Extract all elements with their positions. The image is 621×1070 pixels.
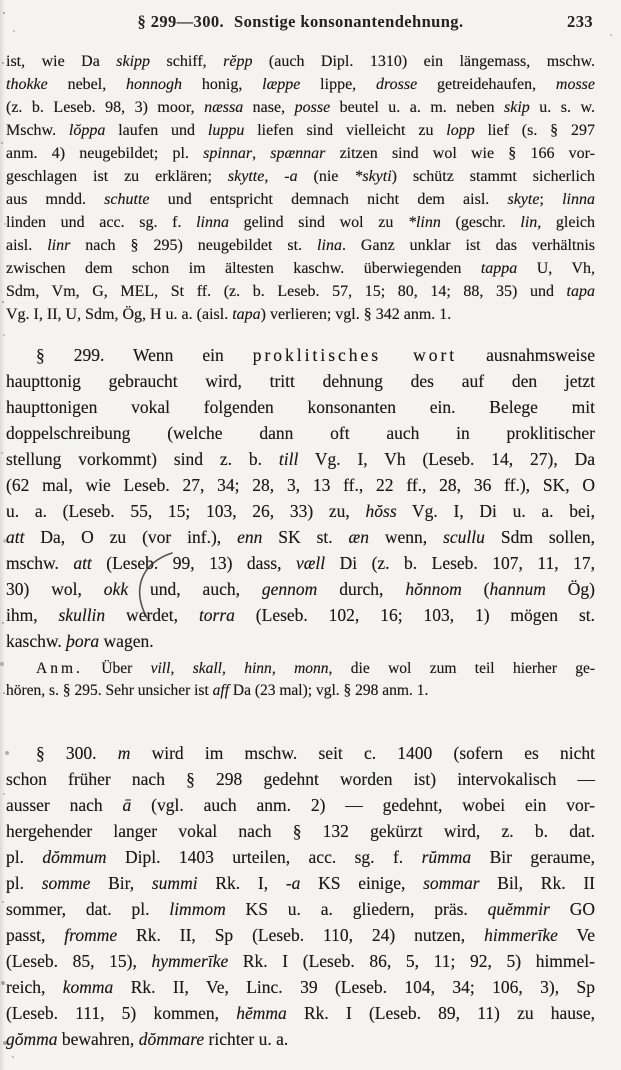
- text-segment: lief (s. § 297: [474, 122, 595, 139]
- text-segment: , die wol zum teil hierher ge-: [328, 660, 596, 677]
- text-segment: aisl.: [6, 237, 48, 254]
- italic-term: hŏss: [365, 501, 397, 521]
- text-segment: ) schütz stammt sicherlich: [391, 168, 595, 185]
- italic-term: linr: [47, 237, 71, 254]
- text-segment: zwischen dem schon im ältesten kaschw. überwiegenden: [6, 260, 481, 277]
- text-line: [6, 658, 595, 680]
- text-segment: Vg. I, Di u. a. bei,: [396, 501, 596, 521]
- text-segment: ,: [170, 660, 193, 677]
- text-segment: ihm,: [6, 605, 59, 625]
- italic-term: fromme: [64, 925, 118, 945]
- text-line: [6, 73, 595, 96]
- text-segment: Rk. I (Leseb. 89, 11) zu hause,: [286, 1003, 595, 1023]
- text-segment: (62 mal, wie Leseb. 27, 34; 28, 3, 13 ff., 22 ff., 28, 36 ff.), SK, O: [6, 475, 595, 495]
- italic-term: thokke: [6, 76, 48, 93]
- text-line: [6, 680, 595, 702]
- italic-term: gennom: [261, 579, 318, 599]
- text-segment: anm. 4) neugebildet; pl.: [6, 145, 204, 162]
- text-segment: Vg. I, II, U, Sdm, Ög, H u. a. (aisl.: [6, 306, 233, 323]
- italic-term: gŏmma: [6, 1029, 58, 1049]
- text-segment: (Leseb. 102, 16; 103, 1) mögen st.: [234, 605, 595, 625]
- text-segment: u. s. w.: [529, 99, 595, 116]
- text-segment: Da, O zu (vor inf.),: [24, 527, 238, 547]
- text-segment: Anm.: [36, 660, 83, 677]
- text-segment: (geschr.: [440, 214, 521, 231]
- text-segment: Da (23 mal); vgl. § 298 anm. 1.: [229, 682, 429, 699]
- italic-term: spinnar: [203, 145, 253, 162]
- text-line: [6, 188, 595, 211]
- text-line: [6, 766, 595, 792]
- text-line: [6, 420, 595, 446]
- text-line: [6, 948, 595, 974]
- text-line: [6, 1000, 595, 1026]
- text-segment: werdet,: [105, 605, 199, 625]
- text-segment: gelind sind wol zu: [228, 214, 408, 231]
- text-segment: stellung vorkommt) sind z. b.: [6, 449, 279, 469]
- text-segment: (: [461, 579, 490, 599]
- text-line: [6, 394, 595, 420]
- italic-term: somme: [41, 873, 91, 893]
- text-segment: (Leseb. 99, 13) dass,: [91, 553, 296, 573]
- italic-term: væll: [295, 553, 326, 573]
- italic-term: -a: [285, 873, 301, 893]
- text-segment: haupttonigen vokal folgenden konsonanten ein. Belege mit: [6, 397, 595, 417]
- text-segment: 30) wol,: [6, 579, 104, 599]
- text-segment: (Leseb. 85, 15),: [6, 951, 152, 971]
- text-segment: Rk. I (Leseb. 86, 5, 11; 92, 5) himmel-: [228, 951, 595, 971]
- text-segment: Di (z. b. Leseb. 107, 11, 17,: [325, 553, 595, 573]
- text-line: [6, 740, 595, 766]
- text-segment: KS einige,: [300, 873, 424, 893]
- italic-term: torra: [198, 605, 235, 625]
- italic-term: -a: [284, 168, 298, 185]
- text-line: [6, 303, 595, 326]
- italic-term: ā: [122, 795, 132, 815]
- italic-term: till: [278, 449, 299, 469]
- text-segment: Sdm sollen,: [484, 527, 596, 547]
- text-segment: wird im mschw. seit c. 1400 (sofern es nicht: [130, 743, 595, 763]
- italic-term: schutte: [104, 191, 150, 208]
- text-line: [6, 896, 595, 922]
- text-segment: aus mndd.: [6, 191, 105, 208]
- text-segment: mschw.: [6, 553, 74, 573]
- text-segment: nach § 295) neugebildet st.: [70, 237, 318, 254]
- text-segment: ) verlieren; vgl. § 342 anm. 1.: [260, 306, 452, 323]
- italic-term: *skyti: [354, 168, 392, 185]
- italic-term: æn: [348, 527, 369, 547]
- text-segment: und, auch,: [128, 579, 262, 599]
- italic-term: komma: [62, 977, 114, 997]
- italic-term: okk: [103, 579, 129, 599]
- text-segment: durch,: [317, 579, 406, 599]
- text-segment: Rk. I,: [197, 873, 286, 893]
- text-line: [6, 818, 595, 844]
- running-title: Sonstige konsonantendehnung.: [234, 12, 464, 31]
- text-segment: Ve: [557, 925, 596, 945]
- text-segment: u. a. (Leseb. 55, 15; 103, 26, 33) zu,: [6, 501, 366, 521]
- text-segment: richter u. a.: [204, 1029, 289, 1049]
- italic-term: lin: [520, 214, 538, 231]
- text-segment: Ög): [545, 579, 596, 599]
- text-segment: getreidehaufen,: [417, 76, 556, 93]
- text-segment: geschlagen ist zu erklären;: [6, 168, 228, 185]
- text-line: [6, 792, 595, 818]
- text-segment: honig,: [182, 76, 263, 93]
- italic-term: quĕmmir: [487, 899, 550, 919]
- text-line: [6, 550, 595, 576]
- text-segment: passt,: [6, 925, 65, 945]
- text-line: [6, 870, 595, 896]
- section-range: § 299—300.: [137, 12, 225, 31]
- text-block: [6, 50, 595, 1052]
- italic-term: att: [6, 527, 25, 547]
- text-segment: zitzen sind wol wie § 166 vor-: [325, 145, 595, 162]
- italic-term: m: [117, 743, 131, 763]
- text-segment: ,: [271, 660, 295, 677]
- text-segment: hergehender langer vokal nach § 132 gekürzt wird, z. b. dat.: [6, 821, 595, 841]
- italic-term: rŭmma: [421, 847, 472, 867]
- text-line: [6, 1026, 595, 1052]
- text-line: [6, 974, 595, 1000]
- italic-term: att: [73, 553, 92, 573]
- italic-term: skyte: [507, 191, 540, 208]
- text-segment: und entspricht demnach nicht dem aisl.: [149, 191, 508, 208]
- text-segment: pl.: [6, 873, 42, 893]
- italic-term: læppe: [262, 76, 301, 93]
- text-segment: . Ganz unklar ist das verhältnis: [341, 237, 596, 254]
- italic-term: næssa: [204, 99, 244, 116]
- text-segment: linden und acc. sg. f.: [6, 214, 197, 231]
- text-line: [6, 96, 595, 119]
- text-segment: ist, wie Da: [6, 53, 117, 70]
- italic-term: hinn: [244, 660, 272, 677]
- paragraph-298-continuation: [6, 50, 595, 326]
- italic-term: lŏppa: [68, 122, 106, 139]
- italic-term: luppu: [207, 122, 245, 139]
- text-segment: pl.: [6, 847, 43, 867]
- italic-term: tapa: [232, 306, 261, 323]
- italic-term: monn: [294, 660, 329, 677]
- text-segment: haupttonig gebraucht wird, tritt dehnung des auf den jetzt: [6, 371, 595, 391]
- italic-term: vill: [150, 660, 171, 677]
- italic-term: honnogh: [126, 76, 183, 93]
- text-segment: lippe,: [300, 76, 376, 93]
- text-line: [6, 257, 595, 280]
- text-line: [6, 576, 595, 602]
- text-line: [6, 524, 595, 550]
- italic-term: posse: [294, 99, 331, 116]
- text-segment: ausser nach: [6, 795, 123, 815]
- text-line: [6, 211, 595, 234]
- italic-term: þora: [66, 631, 100, 651]
- text-segment: (auch Dipl. 1310) ein längemass, mschw.: [252, 53, 596, 70]
- text-line: [6, 280, 595, 303]
- text-segment: Rk. II, Ve, Linc. 39 (Leseb. 104, 34; 106, 3), Sp: [113, 977, 595, 997]
- italic-term: summi: [151, 873, 198, 893]
- text-segment: wenn,: [368, 527, 444, 547]
- italic-term: hymmerīke: [151, 951, 229, 971]
- scan-edge-shade: [0, 0, 5, 1070]
- text-segment: hören, s. § 295. Sehr unsicher ist: [6, 682, 213, 699]
- text-segment: schiff,: [150, 53, 224, 70]
- running-head: [6, 12, 595, 34]
- text-segment: Vg. I, Vh (Leseb. 14, 27), Da: [298, 449, 595, 469]
- text-line: [6, 165, 595, 188]
- text-segment: nase,: [243, 99, 295, 116]
- text-segment: § 300.: [36, 743, 118, 763]
- italic-term: mosse: [555, 76, 595, 93]
- text-line: [6, 142, 595, 165]
- text-line: [6, 498, 595, 524]
- text-segment: ,: [221, 660, 245, 677]
- text-segment: beutel u. a. m. neben: [330, 99, 504, 116]
- text-segment: Bir,: [90, 873, 152, 893]
- text-line: [6, 446, 595, 472]
- text-segment: ,: [264, 168, 285, 185]
- italic-term: tappa: [480, 260, 518, 277]
- text-segment: laufen und: [105, 122, 208, 139]
- italic-term: rĕpp: [223, 53, 253, 70]
- text-segment: bewahren,: [57, 1029, 139, 1049]
- text-line: [6, 50, 595, 73]
- text-line: [6, 844, 595, 870]
- italic-term: skip: [503, 99, 530, 116]
- italic-term: scullu: [443, 527, 485, 547]
- text-segment: (z. b. Leseb. 98, 3) moor,: [6, 99, 205, 116]
- text-segment: GO: [549, 899, 595, 919]
- text-segment: ,: [252, 145, 271, 162]
- italic-term: lina: [317, 237, 342, 254]
- text-segment: Sdm, Vm, G, MEL, St ff. (z. b. Leseb. 57, 15; 80, 14; 88, 35) und: [6, 283, 567, 300]
- text-segment: nebel,: [47, 76, 127, 93]
- italic-term: hĕmma: [236, 1003, 287, 1023]
- text-segment: ausnahmsweise: [457, 345, 595, 365]
- text-segment: liefen sind vielleicht zu: [244, 122, 447, 139]
- italic-term: limmom: [169, 899, 226, 919]
- page-number: 233: [567, 12, 593, 31]
- italic-term: hŏnnom: [405, 579, 462, 599]
- text-line: [6, 628, 595, 654]
- italic-term: skullin: [58, 605, 106, 625]
- text-line: [6, 342, 595, 368]
- text-segment: ;: [539, 191, 563, 208]
- text-line: [6, 234, 595, 257]
- text-segment: Mschw.: [6, 122, 69, 139]
- paragraph-300: [6, 740, 595, 1052]
- italic-term: himmerīke: [484, 925, 558, 945]
- text-segment: kaschw.: [6, 631, 67, 651]
- italic-term: aff: [212, 682, 230, 699]
- text-segment: (Leseb. 111, 5) kommen,: [6, 1003, 237, 1023]
- italic-term: spænnar: [270, 145, 326, 162]
- text-segment: (vgl. auch anm. 2) — gedehnt, wobei ein vor-: [131, 795, 595, 815]
- text-segment: reich,: [6, 977, 63, 997]
- italic-term: skytte: [227, 168, 265, 185]
- text-line: [6, 922, 595, 948]
- italic-term: tapa: [566, 283, 595, 300]
- text-segment: , gleich: [537, 214, 596, 231]
- text-segment: (nie: [297, 168, 355, 185]
- text-segment: U, Vh,: [517, 260, 595, 277]
- italic-term: lopp: [446, 122, 475, 139]
- text-line: [6, 602, 595, 628]
- text-segment: wagen.: [99, 631, 154, 651]
- text-segment: schon früher nach § 298 gedehnt worden ist) intervokalisch —: [6, 769, 595, 789]
- text-segment: Rk. II, Sp (Leseb. 110, 24) nutzen,: [117, 925, 485, 945]
- text-segment: Bir geraume,: [471, 847, 595, 867]
- italic-term: skall: [192, 660, 222, 677]
- text-segment: KS u. a. gliedern, präs.: [225, 899, 488, 919]
- text-segment: § 299. Wenn ein: [36, 345, 253, 365]
- text-segment: Über: [82, 660, 151, 677]
- text-segment: SK st.: [262, 527, 349, 547]
- italic-term: enn: [237, 527, 263, 547]
- italic-term: linna: [196, 214, 229, 231]
- italic-term: linna: [562, 191, 595, 208]
- italic-term: *linn: [407, 214, 441, 231]
- text-segment: Dipl. 1403 urteilen, acc. sg. f.: [106, 847, 422, 867]
- paragraph-anmerkung: [6, 658, 595, 702]
- text-segment: sommer, dat. pl.: [6, 899, 170, 919]
- scan-noise-speckles: [0, 0, 2, 2]
- text-line: [6, 368, 595, 394]
- italic-term: drosse: [376, 76, 418, 93]
- italic-term: sommar: [423, 873, 480, 893]
- text-line: [6, 472, 595, 498]
- italic-term: hannum: [489, 579, 546, 599]
- text-segment: Bil, Rk. II: [479, 873, 595, 893]
- paragraph-299: [6, 342, 595, 654]
- text-segment: doppelschreibung (welche dann oft auch in proklitischer: [6, 423, 595, 443]
- text-segment: proklitisches wort: [252, 345, 458, 365]
- italic-term: skipp: [116, 53, 151, 70]
- italic-term: dŏmmum: [42, 847, 107, 867]
- text-line: [6, 119, 595, 142]
- italic-term: dŏmmare: [138, 1029, 205, 1049]
